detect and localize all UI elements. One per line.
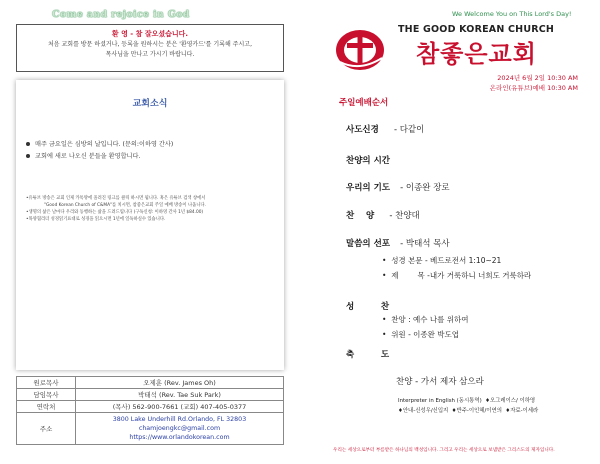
order-row xyxy=(346,117,424,136)
news-card xyxy=(16,80,284,370)
table-row xyxy=(17,401,284,413)
order-row xyxy=(346,203,420,222)
communion-label: 성 찬 xyxy=(346,302,390,312)
welcome-line-2: 목사님을 만나고 가시기 바랍니다. xyxy=(105,50,195,58)
contact-table xyxy=(16,376,284,445)
communion-hymn: • 찬양 : 예수 나를 위하여 xyxy=(382,315,469,324)
welcome-body xyxy=(25,40,275,59)
news-item xyxy=(26,139,173,148)
order-label: 말씀의 선포 xyxy=(346,239,391,249)
order-label: 사도신경 xyxy=(346,125,379,135)
order-row xyxy=(346,148,390,167)
footer-note: 우리는 세상으로부터 부름받은 하나님의 백성입니다. 그리고 우리는 세상으로 보냄받은 그리스도의 제자입니다. xyxy=(333,448,555,453)
bullet-icon xyxy=(26,142,30,146)
service-order-title: 주일예배순서 xyxy=(339,98,389,108)
contact-label: 원로목사 xyxy=(17,377,76,389)
news-note-text: 목양협리더 성경읽기표대로 성경을 읽으시면 1년에 일독하실수 있습니다. xyxy=(28,217,166,222)
news-title: 교회소식 xyxy=(132,99,168,109)
church-logo-icon xyxy=(334,28,386,72)
contact-label: 담임목사 xyxy=(17,389,76,401)
service-date: 2024년 6월 2일 10:30 AM xyxy=(497,74,578,82)
contact-value: 오제훈 (Rev. James Oh) xyxy=(76,377,284,389)
order-text: - 다같이 xyxy=(393,125,425,135)
benediction-label: 축 도 xyxy=(346,350,390,360)
address-cell xyxy=(76,413,284,445)
table-row xyxy=(17,377,284,389)
sermon-scripture: • 성경 본문 - 베드로전서 1:10~21 xyxy=(382,256,502,265)
news-note-text: 생명의 삶은 날마다 우리와 동행하는 삶을 드려드립니다 (구독신청: 이하영 간사 1년 $84.00) xyxy=(28,210,204,215)
order-label: 찬 양 xyxy=(346,211,375,221)
welcome-box xyxy=(16,24,284,72)
news-note-text: "Good Korean Church of C&MA"를 치시면, 참좋은교회 주일 예배 방송이 나옵니다. xyxy=(44,203,206,208)
contact-value: (목사) 562-900-7661 (교회) 407-405-0377 xyxy=(76,401,284,413)
welcome-title: 환 영 - 참 잘오셨습니다. xyxy=(111,30,189,38)
order-text: - 찬양대 xyxy=(389,211,420,221)
news-item-text: 매주 금요일은 심방의 날입니다. (문의:이하영 간사) xyxy=(35,141,174,148)
table-row xyxy=(17,413,284,445)
contact-label: 연락처 xyxy=(17,401,76,413)
sermon-title: • 제 목 -내가 거룩하니 너희도 거룩하라 xyxy=(382,271,532,280)
welcome-message: We Welcome You on This Lord's Day! xyxy=(452,10,572,18)
online-service-time: 온라인(유튜브)예배 10:30 AM xyxy=(489,84,578,92)
address-web[interactable]: https://www.orlandokorean.com xyxy=(129,434,230,441)
news-item xyxy=(26,151,140,160)
order-text: - 박태석 목사 xyxy=(400,239,450,249)
order-row xyxy=(346,175,450,194)
order-row xyxy=(346,231,450,250)
order-text: - 이종완 장로 xyxy=(400,183,450,193)
tagline: Come and rejoice in God xyxy=(52,9,190,20)
contact-value: 박태석 (Rev. Tae Suk Park) xyxy=(76,389,284,401)
contact-label: 주소 xyxy=(17,413,76,445)
order-label: 찬양의 시간 xyxy=(346,156,391,166)
address-email[interactable]: chamjoengkc@gmail.com xyxy=(138,425,221,432)
news-note-text: 유튜브 방송은 교회 인제 카톡방에 올려진 링크를 클릭 하시면 됩니다. 혹은 유튜브 검색 창에서 xyxy=(28,196,206,201)
order-label: 우리의 기도 xyxy=(346,183,391,193)
news-note: •유튜브 방송은 교회 인제 카톡방에 올려진 링크를 클릭 하시면 됩니다. 혹은 유튜브 검색 창에서 "Good Korean Church of C&MA"를 치시면, 참좋은교회 주일 예배 방송이 나옵니다. •생명의 삶은 날마다 우리와 동행하는 삶을 드려드립니다 (구독신청: 이하영 간사 1년 $84.00) •목양협리더 성경읽기표대로 성경을 읽으시면 1년에 일독하실수 있습니다. xyxy=(26,195,274,223)
news-item-text: 교회에 새로 나오신 분들을 환영합니다. xyxy=(35,153,141,160)
staff-line: ♦안내-신성우/신입지 ♦반주-이인혜/이연의 ♦자료-이세라 xyxy=(398,408,539,414)
communion-members: • 위원 - 이종완 박도엽 xyxy=(382,330,460,339)
address-street: 3800 Lake Underhill Rd.Orlando, FL 32803 xyxy=(112,416,247,423)
interpreter-line: Interpreter in English (동시통역) ♦오그레이스/ 이하영 xyxy=(398,398,536,404)
table-row xyxy=(17,389,284,401)
welcome-line-1: 처음 교회를 방문 하셨거나, 등록을 원하시는 분은 '환영카드'를 기록해 주시고, xyxy=(48,41,252,48)
church-korean-name: 참좋은교회 xyxy=(416,40,537,68)
closing-hymn: 찬양 - 가서 제자 삼으라 xyxy=(396,377,484,387)
church-english-name: THE GOOD KOREAN CHURCH xyxy=(398,24,555,35)
bullet-icon xyxy=(26,154,30,158)
